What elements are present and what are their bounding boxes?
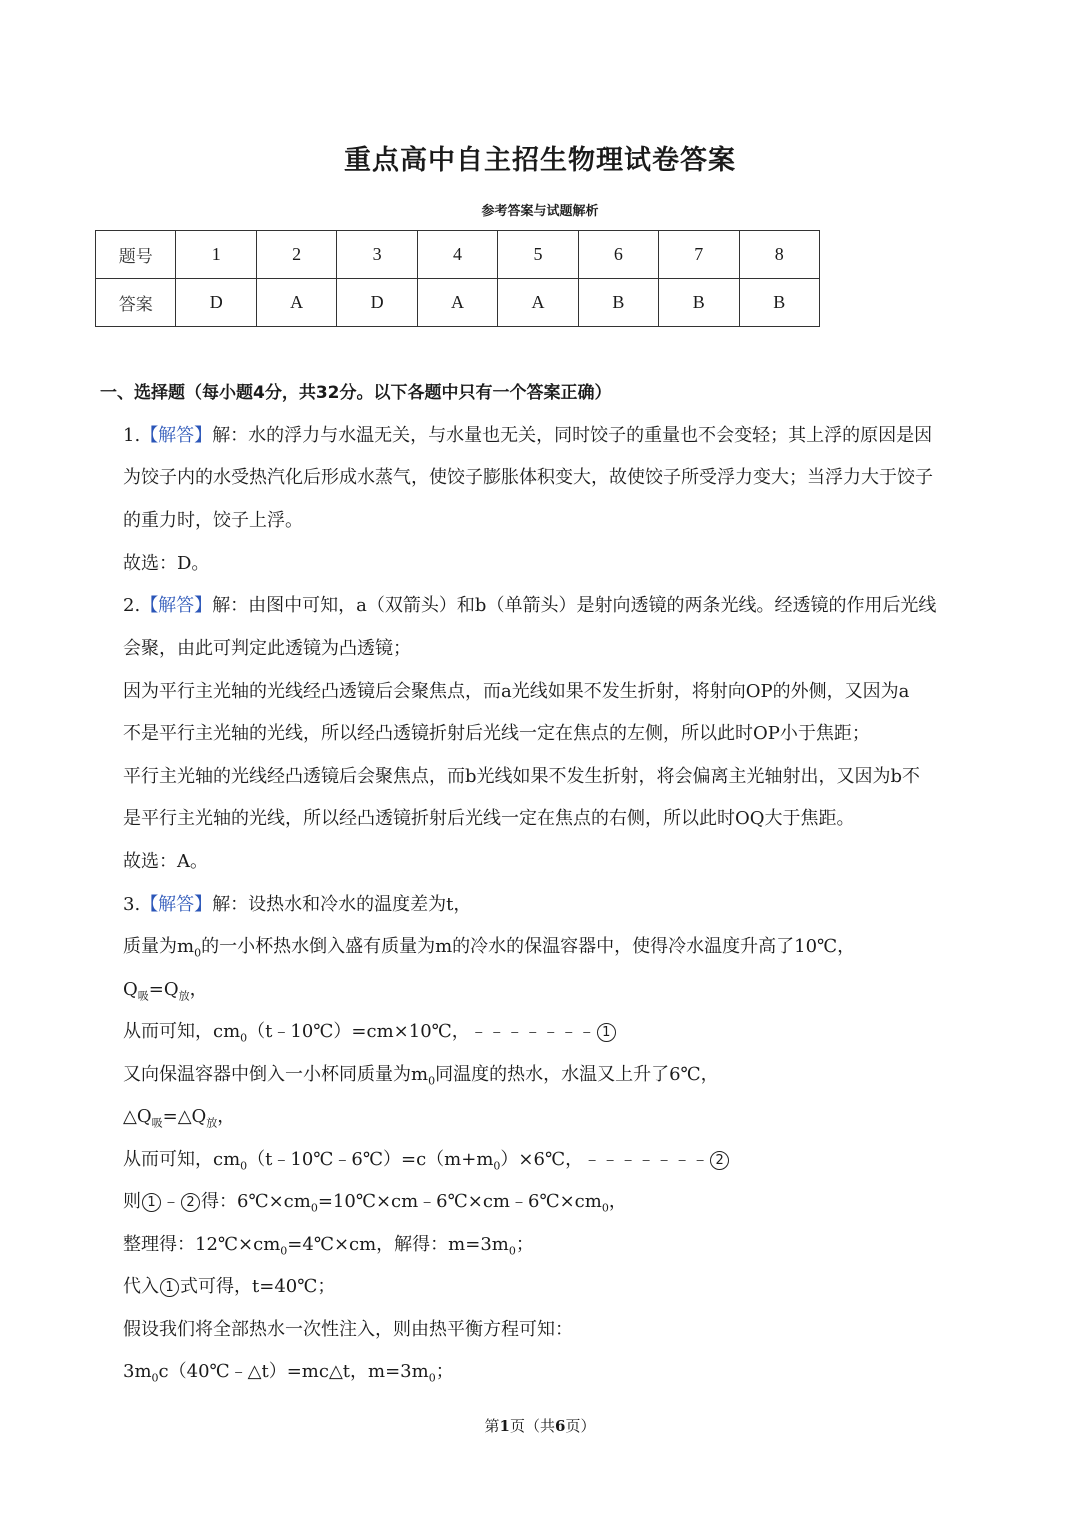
q2-line-2: 会聚，由此可判定此透镜为凸透镜； [123, 638, 411, 659]
subscript: 放 [206, 1116, 218, 1130]
text: 整理得：12℃×cm [123, 1234, 281, 1255]
table-cell: 1 [176, 231, 256, 279]
text: 代入 [123, 1276, 159, 1297]
subscript: 0 [240, 1159, 248, 1173]
table-row [96, 279, 820, 327]
table-cell: 7 [659, 231, 739, 279]
subscript: 0 [240, 1031, 248, 1045]
answer-table [95, 230, 820, 327]
text: 的一小杯热水倒入盛有质量为m的冷水的保温容器中，使得冷水温度升高了10℃， [201, 936, 856, 957]
q3-line-2 [123, 932, 855, 960]
q3-line-8 [123, 1187, 627, 1215]
circled-number: 1 [597, 1023, 616, 1042]
text: 同温度的热水，水温又上升了6℃， [435, 1064, 719, 1085]
text: ， [608, 1191, 627, 1212]
q3-line-6 [123, 1102, 235, 1131]
text: =△Q [162, 1106, 207, 1127]
page-total: 6 [555, 1417, 566, 1435]
text: 质量为m [123, 936, 195, 957]
table-cell: B [739, 279, 820, 327]
q1-line-2: 为饺子内的水受热汽化后形成水蒸气，使饺子膨胀体积变大，故使饺子所受浮力变大；当浮力大于饺子 [123, 467, 933, 488]
q2-line-3: 因为平行主光轴的光线经凸透镜后会聚焦点，而a光线如果不发生折射，将射向OP的外侧，又因为a [123, 681, 910, 702]
q2-line-4: 不是平行主光轴的光线，所以经凸透镜折射后光线一定在焦点的左侧，所以此时OP小于焦距； [123, 723, 870, 744]
table-header-cell: 题号 [96, 231, 176, 279]
text: 页（共 [509, 1417, 555, 1435]
circled-number: 1 [142, 1193, 161, 1212]
table-cell: 4 [417, 231, 497, 279]
text: =4℃×cm，解得：m=3m [287, 1234, 509, 1255]
subscript: 0 [493, 1159, 501, 1173]
table-header-cell: 答案 [96, 279, 176, 327]
table-row [96, 231, 820, 279]
q1-answer-tag: 【解答】 [140, 425, 213, 446]
text: Q [123, 979, 138, 1000]
subscript: 0 [194, 946, 202, 960]
subscript: 0 [428, 1371, 436, 1385]
text: =Q [148, 979, 179, 1000]
circled-number: 2 [181, 1193, 200, 1212]
q3-line-3 [123, 975, 208, 1004]
q1-line-1 [123, 421, 932, 447]
text: c（40℃﹣△t）=mc△t，m=3m [158, 1361, 429, 1382]
text: ﹣ [162, 1191, 180, 1212]
q3-line-4 [123, 1017, 617, 1045]
q2-text: 解：由图中可知，a（双箭头）和b（单箭头）是射向透镜的两条光线。经透镜的作用后光线 [212, 595, 937, 616]
text: 第 [484, 1417, 500, 1435]
q1-line-4: 故选：D。 [123, 553, 210, 574]
text: 式可得，t=40℃； [180, 1276, 336, 1297]
table-cell: 2 [256, 231, 336, 279]
subscript: 0 [151, 1371, 159, 1385]
table-cell: A [498, 279, 578, 327]
circled-number: 2 [710, 1151, 729, 1170]
q3-text: 解：设热水和冷水的温度差为t， [212, 894, 472, 915]
q2-number: 2. [123, 595, 141, 616]
table-cell: B [659, 279, 739, 327]
text: 从而可知，cm [123, 1149, 241, 1170]
text: 页） [565, 1417, 596, 1435]
q2-line-6: 是平行主光轴的光线，所以经凸透镜折射后光线一定在焦点的右侧，所以此时OQ大于焦距。 [123, 808, 855, 829]
text: （t﹣10℃﹣6℃）=c（m+m [247, 1149, 494, 1170]
table-cell: 8 [739, 231, 820, 279]
section-heading: 一、选择题（每小题4分，共32分。以下各题中只有一个答案正确） [100, 383, 612, 403]
q1-text: 解：水的浮力与水温无关，与水量也无关，同时饺子的重量也不会变轻；其上浮的原因是因 [212, 425, 933, 446]
q3-line-9 [123, 1230, 534, 1258]
table-cell: A [417, 279, 497, 327]
table-cell: 5 [498, 231, 578, 279]
page-subtitle: 参考答案与试题解析 [481, 204, 599, 219]
text: =10℃×cm﹣6℃×cm﹣6℃×cm [317, 1191, 602, 1212]
text: ； [435, 1361, 454, 1382]
subscript: 0 [428, 1074, 436, 1088]
q2-line-5: 平行主光轴的光线经凸透镜后会聚焦点，而b光线如果不发生折射，将会偏离主光轴射出，又因为b不 [123, 766, 921, 787]
subscript: 0 [280, 1244, 288, 1258]
text: （t﹣10℃）=cm×10℃，﹣﹣﹣﹣﹣﹣﹣ [247, 1021, 596, 1042]
q3-line-1 [123, 890, 471, 916]
subscript: 0 [601, 1201, 609, 1215]
q3-line-7 [123, 1145, 730, 1173]
q3-line-12 [123, 1357, 454, 1385]
table-cell: D [176, 279, 256, 327]
q3-line-11: 假设我们将全部热水一次性注入，则由热平衡方程可知： [123, 1319, 573, 1340]
subscript: 吸 [151, 1116, 163, 1130]
text: 又向保温容器中倒入一小杯同质量为m [123, 1064, 429, 1085]
q2-line-7: 故选：A。 [123, 851, 208, 872]
text: 得：6℃×cm [201, 1191, 311, 1212]
text: △Q [123, 1106, 152, 1127]
table-cell: B [578, 279, 658, 327]
q3-line-10 [123, 1272, 335, 1298]
q3-line-5 [123, 1060, 719, 1088]
table-cell: A [256, 279, 336, 327]
page-title: 重点高中自主招生物理试卷答案 [344, 145, 736, 176]
page-footer [0, 1415, 1080, 1436]
subscript: 0 [310, 1201, 318, 1215]
subscript: 放 [178, 989, 190, 1003]
text: 3m [123, 1361, 152, 1382]
table-cell: D [337, 279, 417, 327]
q3-answer-tag: 【解答】 [140, 894, 213, 915]
q1-number: 1. [123, 425, 141, 446]
text: ， [189, 979, 208, 1000]
table-cell: 3 [337, 231, 417, 279]
text: ； [515, 1234, 534, 1255]
table-cell: 6 [578, 231, 658, 279]
subscript: 吸 [137, 989, 149, 1003]
q2-line-1 [123, 591, 936, 617]
q2-answer-tag: 【解答】 [140, 595, 213, 616]
text: ）×6℃，﹣﹣﹣﹣﹣﹣﹣ [500, 1149, 710, 1170]
text: 从而可知，cm [123, 1021, 241, 1042]
q3-number: 3. [123, 894, 141, 915]
text: 则 [123, 1191, 141, 1212]
text: ， [217, 1106, 236, 1127]
subscript: 0 [508, 1244, 516, 1258]
q1-line-3: 的重力时，饺子上浮。 [123, 510, 303, 531]
circled-number: 1 [160, 1278, 179, 1297]
page-number: 1 [499, 1417, 510, 1435]
